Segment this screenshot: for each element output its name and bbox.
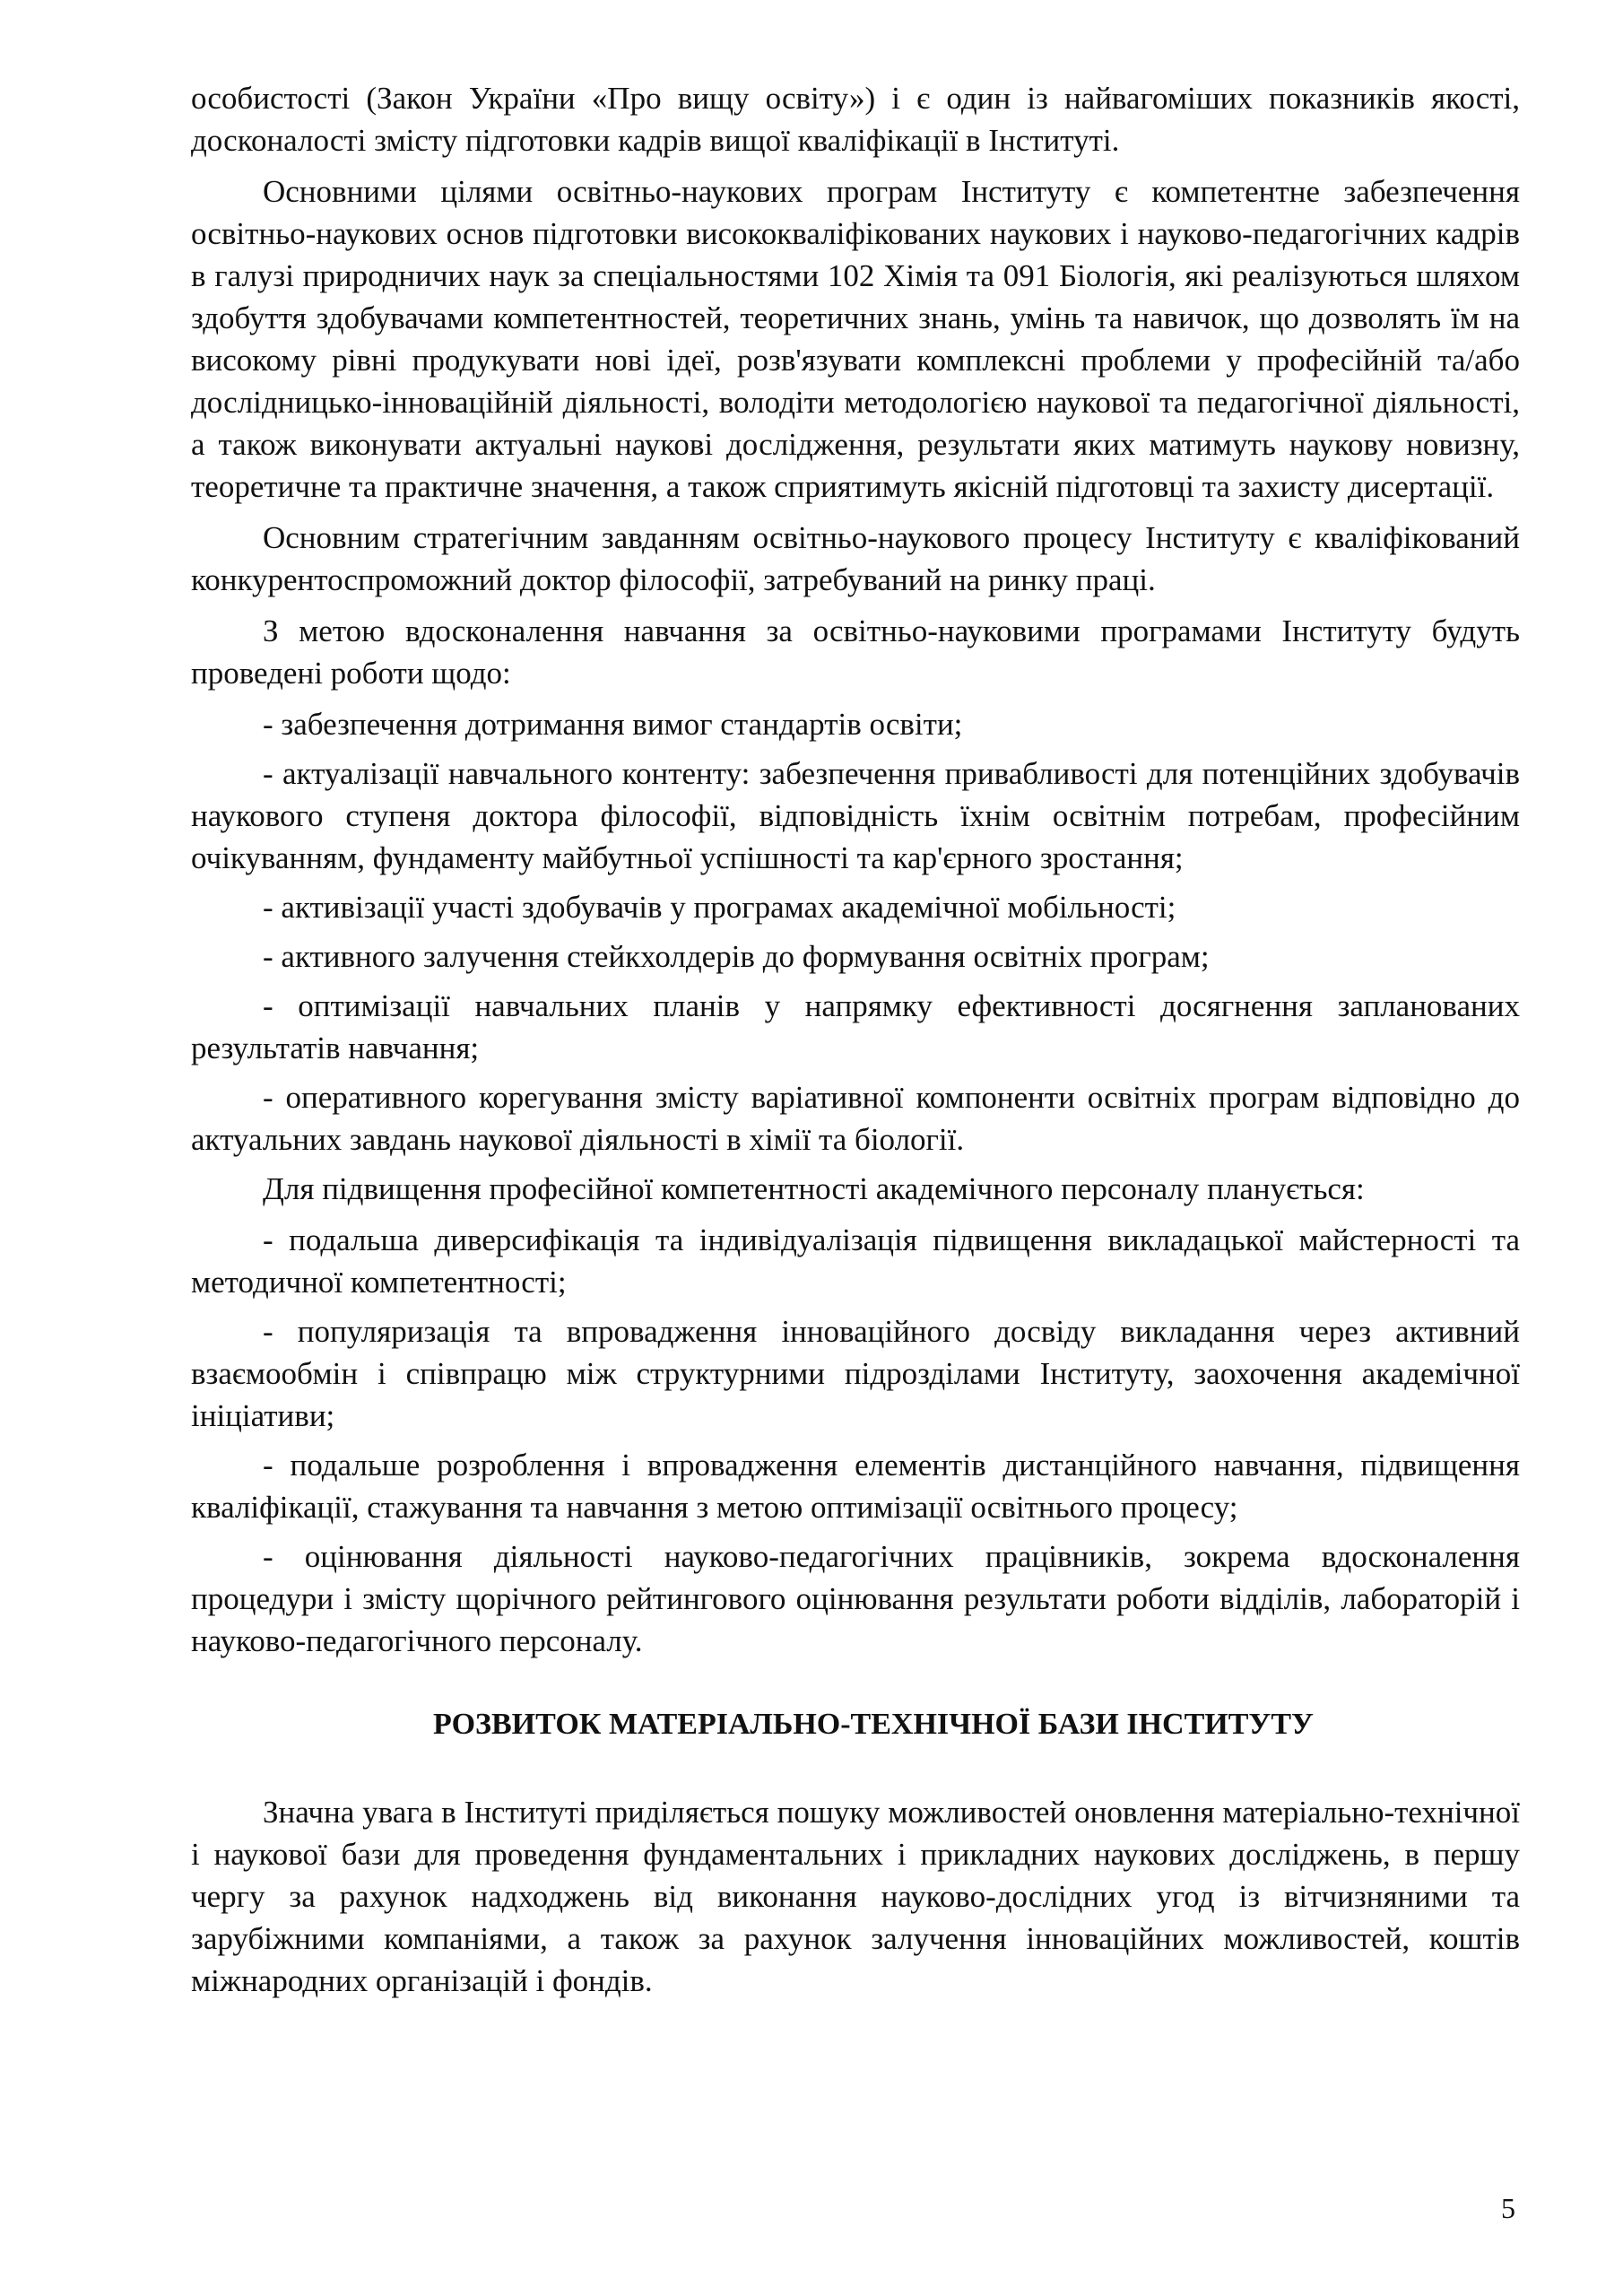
list-item: - оптимізації навчальних планів у напрямку ефективності досягнення запланованих результатів навчання; <box>191 988 1520 1065</box>
list-item: - популяризація та впровадження інноваційного досвіду викладання через активний взаємообмін і співпрацю між структурними підрозділами Інституту, заохочення академічної ініціативи; <box>191 1314 1520 1433</box>
list-item: - актуалізації навчального контенту: забезпечення привабливості для потенційних здобувачів наукового ступеня доктора філософії, відповідність їхнім освітнім потребам, професійним очікуванням, фундаменту майбутньої успішності та кар'єрного зростання; <box>191 756 1520 875</box>
section-heading: РОЗВИТОК МАТЕРІАЛЬНО-ТЕХНІЧНОЇ БАЗИ ІНСТИТУТУ <box>433 1708 1314 1741</box>
page-number: 5 <box>1501 2192 1515 2224</box>
list-item: - активного залучення стейкхолдерів до формування освітніх програм; <box>263 939 1210 974</box>
list-item: - забезпечення дотримання вимог стандартів освіти; <box>263 707 963 742</box>
list-item: - подальша диверсифікація та індивідуалізація підвищення викладацької майстерності та методичної компетентності; <box>191 1222 1520 1300</box>
paragraph-program-goals: Основними цілями освітньо-наукових програм Інституту є компетентне забезпечення освітньо-наукових основ підготовки висококваліфікованих наукових і науково-педагогічних кадрів в галузі природничих наук за спеціальностями 102 Хімія та 091 Біологія, які реалізуються шляхом здобуття здобувачами компетентностей, теоретичних знань, умінь та навичок, що дозволять їм на високому рівні продукувати нові ідеї, розв'язувати комплексні проблеми у професійній та/або дослідницько-інноваційній діяльності, володіти методологією наукової та педагогічної діяльності, а також виконувати актуальні наукові дослідження, результати яких матимуть наукову новизну, теоретичне та практичне значення, а також сприятимуть якісній підготовці та захисту дисертації. <box>191 174 1520 504</box>
paragraph-material-base: Значна увага в Інституті приділяється пошуку можливостей оновлення матеріально-технічної і наукової бази для проведення фундаментальних і прикладних наукових досліджень, в першу чергу за рахунок надходжень від виконання науково-дослідних угод із вітчизняними та зарубіжними компаніями, а також за рахунок залучення інноваційних можливостей, коштів міжнародних організацій і фондів. <box>191 1795 1520 1998</box>
list-item: - подальше розроблення і впровадження елементів дистанційного навчання, підвищення кваліфікації, стажування та навчання з метою оптимізації освітнього процесу; <box>191 1448 1520 1525</box>
list-item: - оцінювання діяльності науково-педагогічних працівників, зокрема вдосконалення процедури і змісту щорічного рейтингового оцінювання результати роботи відділів, лабораторій і науково-педагогічного персоналу. <box>191 1539 1520 1658</box>
list-item: - оперативного корегування змісту варіативної компоненти освітніх програм відповідно до актуальних завдань наукової діяльності в хімії та біології. <box>191 1080 1520 1157</box>
document-body <box>191 77 1520 2011</box>
paragraph-continuation: особистості (Закон України «Про вищу освіту») і є один із найвагоміших показників якості, досконалості змісту підготовки кадрів вищої кваліфікації в Інституті. <box>191 81 1520 158</box>
paragraph-strategic-task: Основним стратегічним завданням освітньо-наукового процесу Інституту є кваліфікований конкурентоспроможний доктор філософії, затребуваний на ринку праці. <box>191 520 1520 597</box>
paragraph-improvement-intro: З метою вдосконалення навчання за освітньо-науковими програмами Інституту будуть проведені роботи щодо: <box>191 613 1520 691</box>
paragraph-staff-intro: Для підвищення професійної компетентності академічного персоналу планується: <box>263 1171 1365 1206</box>
list-item: - активізації участі здобувачів у програмах академічної мобільності; <box>263 890 1176 925</box>
